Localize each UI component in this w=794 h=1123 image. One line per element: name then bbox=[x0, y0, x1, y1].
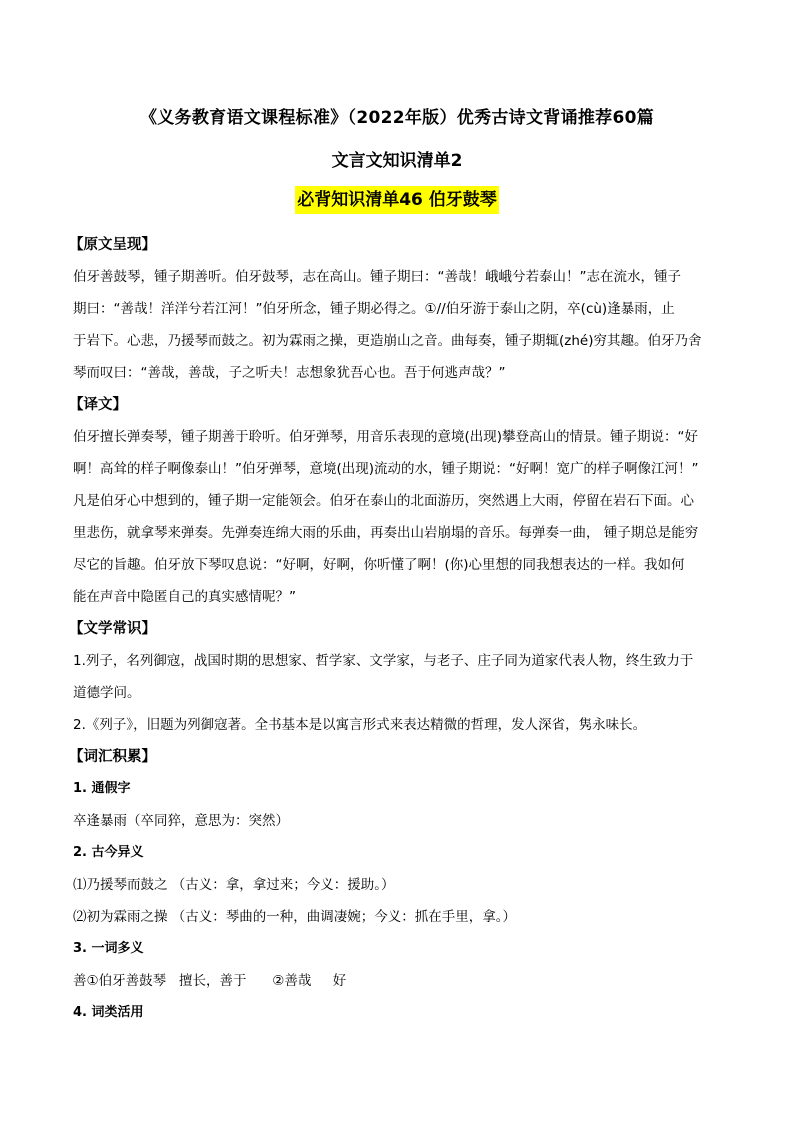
translation-line: 里悲伤，就拿琴来弹奏。先弹奏连绵大雨的乐曲，再奏出山岩崩塌的音乐。每弹奏一曲， 锺子期总是能穷 bbox=[73, 525, 699, 541]
highlight-heading: 必背知识清单46 伯牙鼓琴 bbox=[295, 186, 499, 214]
translation-line: 伯牙擅长弹奏琴，锺子期善于聆听。伯牙弹琴，用音乐表现的意境(出现)攀登高山的情景。锺子期说：“好 bbox=[73, 429, 699, 445]
section-heading-vocabulary: 【词汇积累】 bbox=[69, 749, 156, 765]
document-title: 《义务教育语文课程标准》（2022年版）优秀古诗文背诵推荐60篇 bbox=[139, 108, 655, 128]
vocab-subheading: 1. 通假字 bbox=[73, 781, 131, 796]
document-subtitle: 文言文知识清单2 bbox=[331, 151, 463, 171]
document-body bbox=[69, 229, 733, 1029]
translation-line: 啊！高耸的样子啊像泰山！”伯牙弹琴，意境(出现)流动的水，锺子期说：“好啊！宽广的样子啊像江河！” bbox=[73, 461, 699, 477]
section-heading-literature: 【文学常识】 bbox=[69, 621, 156, 637]
literature-line: 道德学问。 bbox=[73, 685, 141, 701]
section-heading-original: 【原文呈现】 bbox=[69, 237, 156, 253]
original-line: 伯牙善鼓琴，锺子期善听。伯牙鼓琴，志在高山。锺子期曰：“善哉！峨峨兮若泰山！”志在流水，锺子 bbox=[73, 269, 681, 285]
vocab-line: ⑴乃援琴而鼓之 （古义：拿，拿过来；今义：援助。） bbox=[73, 877, 395, 893]
highlight-heading-wrap bbox=[0, 186, 794, 214]
literature-line: 2.《列子》，旧题为列御寇著。全书基本是以寓言形式来表达精微的哲理，发人深省，隽永味长。 bbox=[73, 717, 647, 733]
vocab-subheading: 2. 古今异义 bbox=[73, 845, 144, 860]
section-heading-translation: 【译文】 bbox=[69, 397, 127, 413]
translation-line: 凡是伯牙心中想到的，锺子期一定能领会。伯牙在泰山的北面游历，突然遇上大雨，停留在岩石下面。心 bbox=[73, 493, 694, 509]
vocab-line: 卒逢暴雨（卒同猝，意思为：突然） bbox=[73, 813, 289, 829]
vocab-line: ⑵初为霖雨之操 （古义：琴曲的一种，曲调凄婉；今义：抓在手里，拿。） bbox=[73, 909, 517, 925]
translation-line: 能在声音中隐匿自己的真实感情呢？” bbox=[73, 589, 296, 605]
literature-line: 1.列子，名列御寇，战国时期的思想家、哲学家、文学家，与老子、庄子同为道家代表人物，终生致力于 bbox=[73, 653, 694, 669]
vocab-subheading: 3. 一词多义 bbox=[73, 941, 144, 956]
original-line: 于岩下。心悲，乃援琴而鼓之。初为霖雨之操，更造崩山之音。曲每奏，锺子期辄(zhé)穷其趣。伯牙乃舍 bbox=[73, 333, 702, 349]
translation-line: 尽它的旨趣。伯牙放下琴叹息说：“好啊，好啊，你听懂了啊！(你)心里想的同我想表达的一样。我如何 bbox=[73, 557, 685, 573]
vocab-subheading: 4. 词类活用 bbox=[73, 1005, 144, 1020]
vocab-line: 善①伯牙善鼓琴 擅长，善于 ②善哉 好 bbox=[73, 973, 347, 989]
original-line: 琴而叹曰：“善哉，善哉，子之听夫！志想象犹吾心也。吾于何逃声哉？” bbox=[73, 365, 506, 381]
original-line: 期曰：“善哉！洋洋兮若江河！”伯牙所念，锺子期必得之。①//伯牙游于泰山之阴，卒(cù)逢暴雨，止 bbox=[73, 301, 675, 317]
